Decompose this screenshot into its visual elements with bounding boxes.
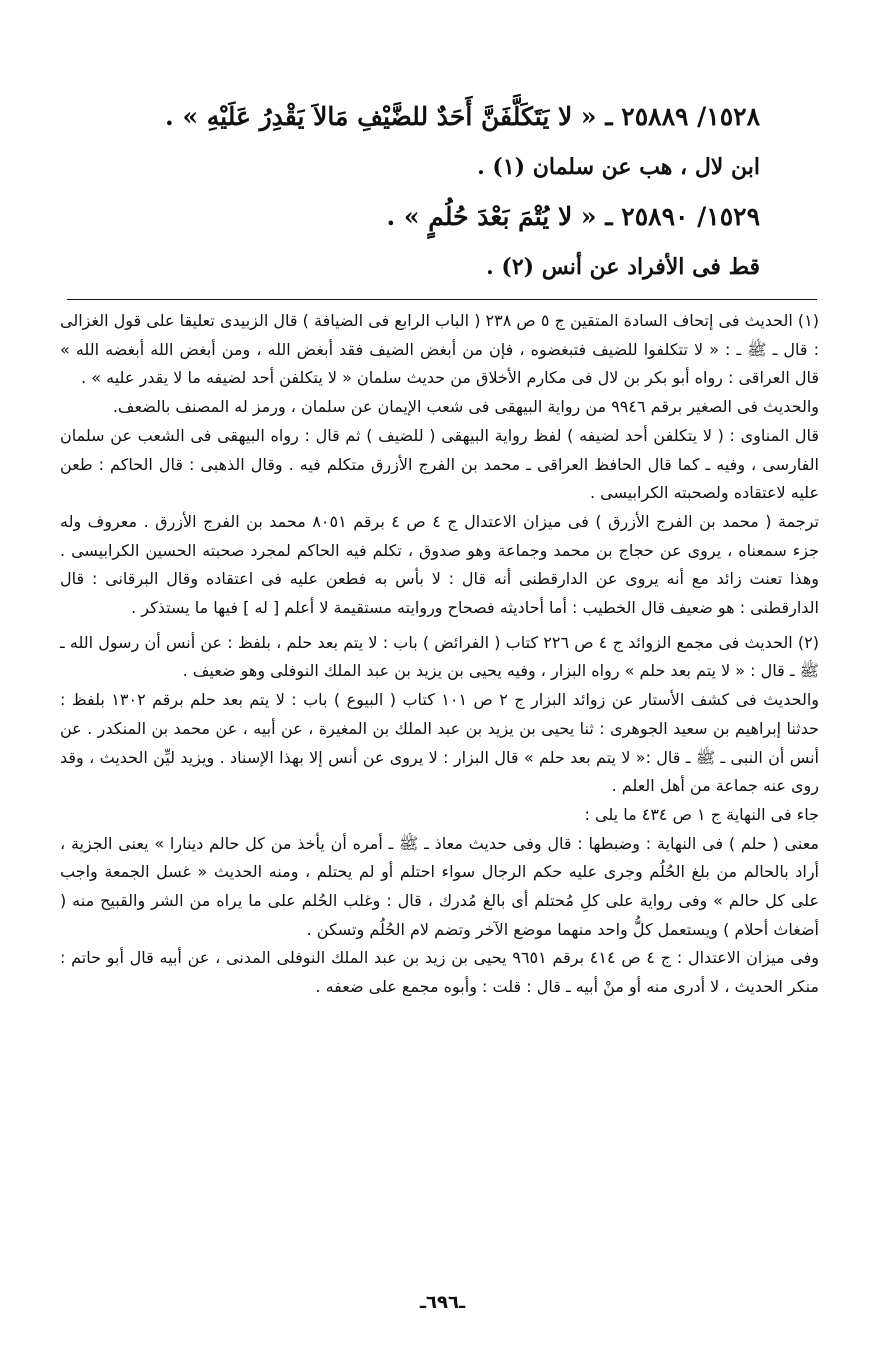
footnote-1-paragraph: والحديث فى الصغير برقم ٩٩٤٦ من رواية البيهقى فى شعب الإيمان عن سلمان ، ورمز له المصنف بالضعف. [112, 397, 819, 417]
footnote-2-paragraph: معنى ( حلم ) فى النهاية : وضبطها : قال وفى حديث معاذ ـ ﷺ ـ أمره أن يأخذ من كل حالم دينارا » يعنى الجزية ، أراد بالحالم من بلغ الحُلُم وجرى عليه حكم الرجال سواء احتلم أو لم يحتلم ، ومنه الحديث « غسل الجمعة واجب على كل حالم » وفى رواية على كلِ مُحتلم أى بالغ مُدرك ، قال : وغلب الحُلم على ما يراه من الشر والقبيح منه ( أضغاث أحلام ) ويستعمل كلُّ واحد منهما موضع الآخر وتضم لام الحُلُم وتسكن . [60, 833, 819, 939]
footnote-1-paragraph: (١) الحديث فى إتحاف السادة المتقين ج ٥ ص ٢٣٨ ( الباب الرابع فى الضيافة ) قال الزبيدى تعليقا على قول الغزالى : قال ـ ﷺ ـ : « لا تتكلفوا للضيف فتبغضوه ، فإن من أبغض الضيف فقد أبغض الله ، ومن أبغض الله أبغضه الله » قال العراقى : رواه أبو بكر بن لال فى مكارم الأخلاق من حديث سلمان « لا يتكلفن أحد لضيفه ما لا يقدر عليه » . [60, 311, 820, 388]
hadith-1528: ١٥٢٨/ ٢٥٨٨٩ ـ « لا يَتَكَلَّفَنَّ أَحَدٌ للضَّيْفِ مَالاَ يَقْدِرُ عَلَيْهِ » . [165, 102, 760, 131]
hadith-1529: ١٥٢٩/ ٢٥٨٩٠ ـ « لا يُتْمَ بَعْدَ حُلُمٍ » . [386, 202, 760, 231]
footnote-2-paragraph: والحديث فى كشف الأستار عن زوائد البزار ج ٢ ص ١٠١ كتاب ( البيوع ) باب : لا يتم بعد حلم برقم ١٣٠٢ بلفظ : حدثنا إبراهيم بن سعيد الجوهرى : ثنا يحيى بن يزيد بن عبد الملك بن المغيرة ، عن أبيه ، عن محمد بن المنكدر . عن أنس أن النبى ـ ﷺ ـ قال :« لا يتم بعد حلم » قال البزار : لا يروى عن أنس إلا بهذا الإسناد . ويزيد ليِّن الحديث ، وقد روى عنه جماعة من أهل العلم . [60, 690, 819, 796]
footnote-2-paragraph: (٢) الحديث فى مجمع الزوائد ج ٤ ص ٢٢٦ كتاب ( الفرائض ) باب : لا يتم بعد حلم ، بلفظ : عن أنس أن رسول الله ـ ﷺ ـ قال : « لا يتم بعد حلم » رواه البزار ، وفيه يحيى بن يزيد بن عبد الملك النوفلى وهو ضعيف . [60, 632, 819, 681]
footnote-separator [67, 299, 817, 300]
footnote-1-paragraph: ترجمة ( محمد بن الفرج الأزرق ) فى ميزان الاعتدال ج ٤ ص ٤ برقم ٨٠٥١ محمد بن الفرج الأزرق . معروف وله جزء سمعناه ، يروى عن حجاج بن محمد وجماعة وهو صدوق ، تكلم فيه الحاكم لمجرد صحبته الحسين الكرابيسى . وهذا تعنت زائد مع أنه يروى عن الدارقطنى أنه قال : لا بأس به فطعن عليه فى اعتقاده وقال البرقانى : قال الدارقطنى : هو ضعيف قال الخطيب : أما أحاديثه فصحاح وروايته مستقيمة لا أعلم [ له ] فيها ما يستذكر . [60, 511, 820, 618]
footnote-1-paragraph: قال المناوى : ( لا يتكلفن أحد لضيفه ) لفظ رواية البيهقى ( للضيف ) ثم قال : رواه البيهقى فى الشعب عن سلمان الفارسى ، وفيه ـ كما قال الحافظ العراقى ـ محمد بن الفرج الأزرق متكلم فيه . وقال الذهبى : قال الحاكم : طعن عليه لاعتقاده ولصحبته الكرابيسى . [60, 425, 819, 503]
page-number: ـ٦٩٦ـ [419, 1292, 466, 1313]
footnotes [60, 307, 819, 1002]
footnote-2-paragraph: جاء فى النهاية ج ١ ص ٤٣٤ ما يلى : [584, 804, 819, 824]
hadith-1529-source: قط فى الأفراد عن أنس (٢) . [486, 254, 760, 280]
hadith-1528-source: ابن لال ، هب عن سلمان (١) . [477, 154, 760, 180]
footnote-2-paragraph: وفى ميزان الاعتدال : ج ٤ ص ٤١٤ برقم ٩٦٥١ يحيى بن زيد بن عبد الملك النوفلى المدنى ، عن أبيه قال أبو حاتم : منكر الحديث ، لا أدرى منه أو منْ أبيه ـ قال : قلت : وأبوه مجمع على ضعفه . [60, 948, 820, 997]
